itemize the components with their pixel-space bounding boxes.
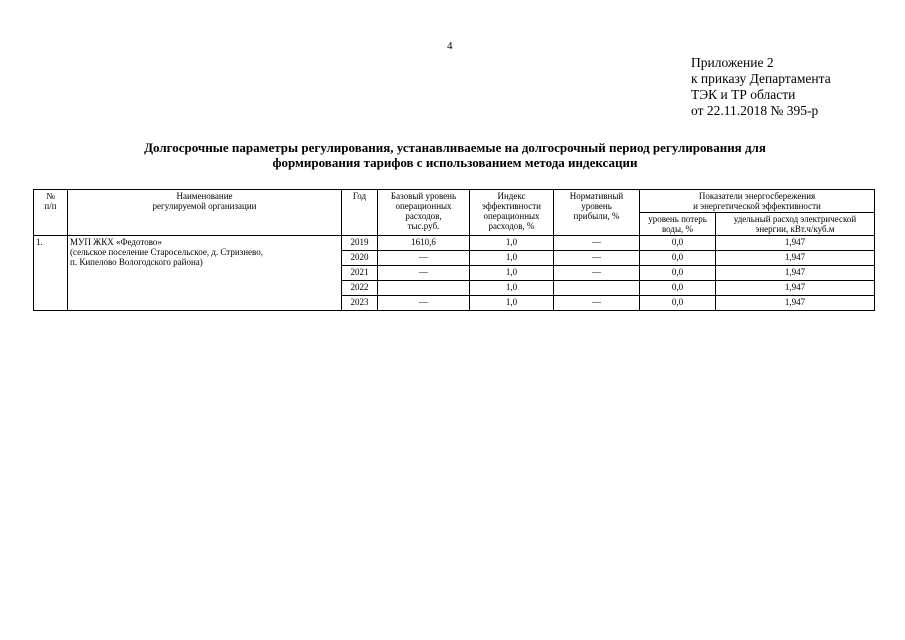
header-text: воды, % — [661, 224, 694, 234]
header-text: уровень потерь — [648, 214, 707, 224]
header-number — [34, 190, 68, 236]
document-title-line: формирования тарифов с использованием метода индексации — [272, 155, 638, 170]
header-text: № — [46, 191, 55, 201]
header-text: Год — [352, 191, 367, 201]
profit-level-cell: — — [554, 236, 640, 251]
base-level-cell: — — [378, 251, 470, 266]
profit-level-cell — [554, 281, 640, 296]
organization-name-line: (сельское поселение Старосельское, д. Стризнево, — [70, 247, 263, 257]
header-text: операционных — [483, 211, 540, 221]
energy-consumption-cell: 1,947 — [716, 296, 875, 311]
header-text: Нормативный — [569, 191, 624, 201]
appendix-line: Приложение 2 — [691, 55, 774, 70]
header-year — [342, 190, 378, 236]
energy-consumption-cell: 1,947 — [716, 266, 875, 281]
profit-level-cell: — — [554, 266, 640, 281]
appendix-line: к приказу Департамента — [691, 71, 831, 86]
organization-name-line: п. Кипелово Вологодского района) — [70, 257, 203, 267]
year-cell: 2020 — [342, 251, 378, 266]
base-level-cell — [378, 281, 470, 296]
header-text: и энергетической эффективности — [693, 201, 821, 211]
header-text: удельный расход электрической — [733, 214, 857, 224]
energy-consumption-cell: 1,947 — [716, 281, 875, 296]
header-text: энергии, кВт.ч/куб.м — [755, 224, 835, 234]
organization-name-line: МУП ЖКХ «Федотово» — [70, 237, 162, 247]
water-loss-cell: 0,0 — [640, 251, 716, 266]
efficiency-index-cell: 1,0 — [470, 236, 554, 251]
header-text: Индекс — [497, 191, 526, 201]
year-cell: 2021 — [342, 266, 378, 281]
profit-level-cell: — — [554, 296, 640, 311]
header-text: операционных — [395, 201, 452, 211]
header-text: п/п — [44, 201, 57, 211]
header-text: Базовый уровень — [390, 191, 457, 201]
parameters-table — [33, 189, 875, 311]
header-profit-level — [554, 190, 640, 236]
header-organization — [68, 190, 342, 236]
header-text: эффективности — [482, 201, 541, 211]
header-text: Показатели энергосбережения — [698, 191, 816, 201]
base-level-cell: — — [378, 266, 470, 281]
header-energy-consumption — [716, 213, 875, 236]
header-text: уровень — [581, 201, 612, 211]
appendix-line: ТЭК и ТР области — [691, 87, 796, 102]
appendix-block — [691, 55, 831, 119]
header-text: прибыли, % — [573, 211, 620, 221]
row-number: 1. — [34, 236, 68, 311]
base-level-cell: — — [378, 296, 470, 311]
profit-level-cell: — — [554, 251, 640, 266]
header-energy-indicators — [640, 190, 875, 213]
efficiency-index-cell: 1,0 — [470, 281, 554, 296]
year-cell: 2022 — [342, 281, 378, 296]
header-water-loss — [640, 213, 716, 236]
header-text: расходов, % — [488, 221, 535, 231]
base-level-cell: 1610,6 — [378, 236, 470, 251]
water-loss-cell: 0,0 — [640, 296, 716, 311]
appendix-line: от 22.11.2018 № 395-р — [691, 103, 819, 118]
table-row — [34, 236, 875, 251]
energy-consumption-cell: 1,947 — [716, 251, 875, 266]
header-text: тыс.руб. — [407, 221, 440, 231]
header-efficiency-index — [470, 190, 554, 236]
year-cell: 2019 — [342, 236, 378, 251]
page-number: 4 — [447, 40, 453, 52]
document-title-line: Долгосрочные параметры регулирования, устанавливаемые на долгосрочный период регулирования для — [144, 140, 766, 155]
water-loss-cell: 0,0 — [640, 236, 716, 251]
header-text: Наименование — [176, 191, 233, 201]
header-text: регулируемой организации — [152, 201, 257, 211]
organization-name — [68, 236, 342, 311]
water-loss-cell: 0,0 — [640, 266, 716, 281]
efficiency-index-cell: 1,0 — [470, 296, 554, 311]
header-base-level — [378, 190, 470, 236]
efficiency-index-cell: 1,0 — [470, 266, 554, 281]
efficiency-index-cell: 1,0 — [470, 251, 554, 266]
header-text: расходов, — [405, 211, 442, 221]
water-loss-cell: 0,0 — [640, 281, 716, 296]
energy-consumption-cell: 1,947 — [716, 236, 875, 251]
document-title — [60, 140, 850, 170]
year-cell: 2023 — [342, 296, 378, 311]
